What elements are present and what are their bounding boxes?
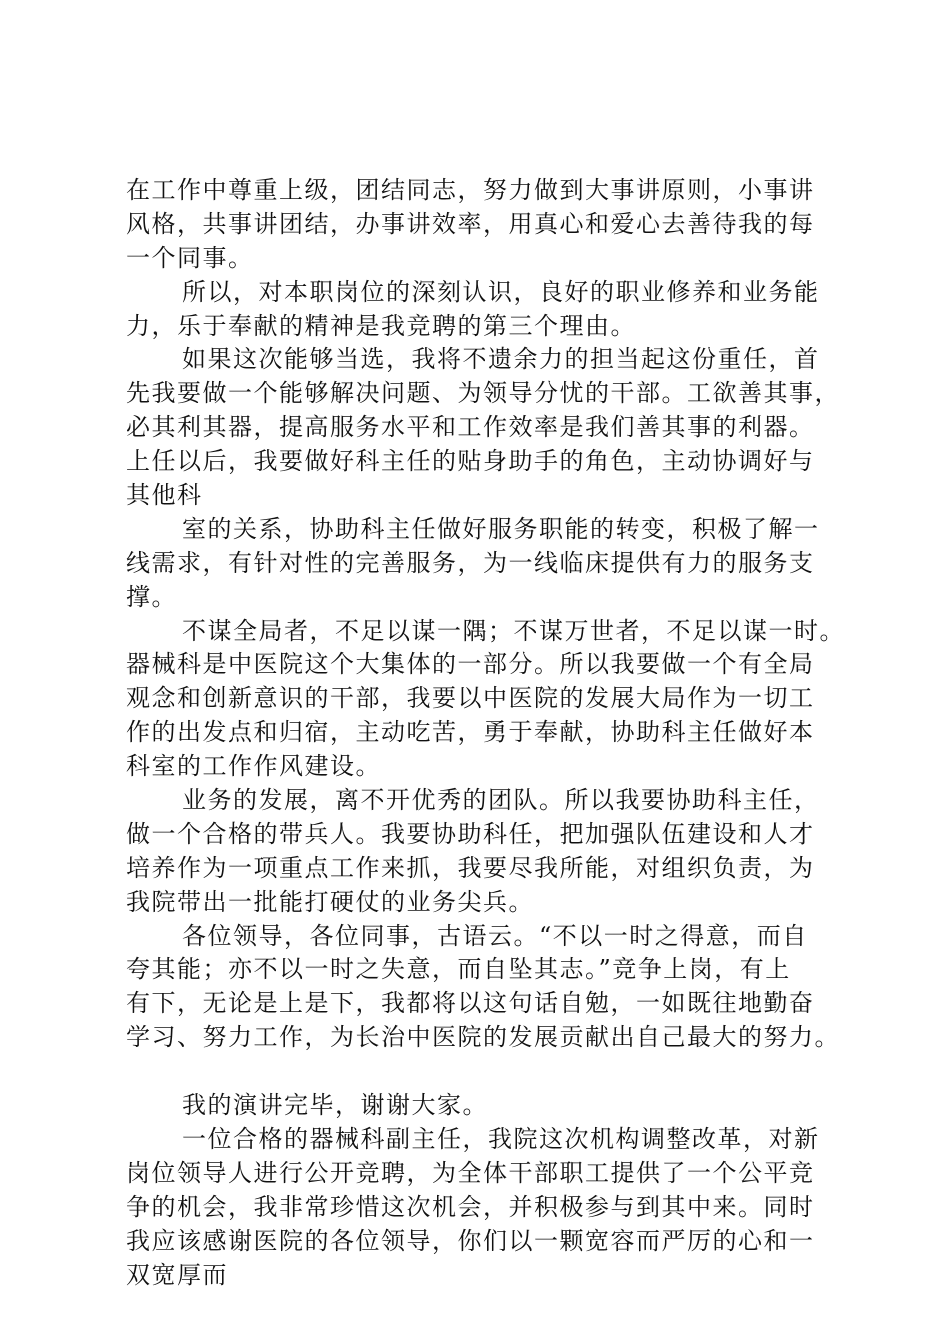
text-line: 有下，无论是上是下，我都将以这句话自勉，一如既往地勤奋 bbox=[126, 989, 815, 1018]
paragraph-start-line: 所以，对本职岗位的深刻认识，良好的职业修养和业务能 bbox=[182, 277, 820, 306]
paragraph-gap bbox=[126, 1055, 832, 1089]
text-line: 撑。 bbox=[126, 582, 177, 611]
paragraph-start-line: 我的演讲完毕，谢谢大家。 bbox=[182, 1091, 488, 1120]
paragraph-start-line: 如果这次能够当选，我将不遗余力的担当起这份重任，首 bbox=[182, 345, 820, 374]
paragraph-start-line: 各位领导，各位同事，古语云。“不以一时之得意，而自 bbox=[182, 921, 808, 950]
text-line: 学习、努力工作，为长治中医院的发展贡献出自己最大的努力。 bbox=[126, 1023, 840, 1052]
text-line: 我应该感谢医院的各位领导，你们以一颗宽容而严厉的心和一 bbox=[126, 1226, 815, 1255]
text-line: 必其利其器，提高服务水平和工作效率是我们善其事的利器。 bbox=[126, 413, 815, 442]
text-line: 上任以后，我要做好科主任的贴身助手的角色，主动协调好与 bbox=[126, 447, 815, 476]
text-line: 力，乐于奉献的精神是我竞聘的第三个理由。 bbox=[126, 311, 636, 340]
paragraph-start-line: 室的关系，协助科主任做好服务职能的转变，积极了解一 bbox=[182, 514, 820, 543]
text-line: 器械科是中医院这个大集体的一部分。所以我要做一个有全局 bbox=[126, 650, 815, 679]
text-line: 线需求，有针对性的完善服务，为一线临床提供有力的服务支 bbox=[126, 548, 815, 577]
paragraph-start-line: 一位合格的器械科副主任，我院这次机构调整改革，对新 bbox=[182, 1125, 820, 1154]
paragraph-start-line: 业务的发展，离不开优秀的团队。所以我要协助科主任， bbox=[182, 786, 820, 815]
text-line: 风格，共事讲团结，办事讲效率，用真心和爱心去善待我的每 bbox=[126, 209, 815, 238]
document-body bbox=[126, 174, 845, 1293]
text-line: 岗位领导人进行公开竞聘，为全体干部职工提供了一个公平竞 bbox=[126, 1158, 815, 1187]
text-line: 我院带出一批能打硬仗的业务尖兵。 bbox=[126, 887, 534, 916]
paragraph-start-line: 不谋全局者，不足以谋一隅；不谋万世者，不足以谋一时。 bbox=[182, 616, 845, 645]
text-line: 争的机会，我非常珍惜这次机会，并积极参与到其中来。同时 bbox=[126, 1192, 815, 1221]
text-line: 观念和创新意识的干部，我要以中医院的发展大局作为一切工 bbox=[126, 684, 815, 713]
text-line: 做一个合格的带兵人。我要协助科任，把加强队伍建设和人才 bbox=[126, 819, 815, 848]
text-line: 先我要做一个能够解决问题、为领导分忧的干部。工欲善其事， bbox=[126, 379, 840, 408]
text-line: 作的出发点和归宿，主动吃苦，勇于奉献，协助科主任做好本 bbox=[126, 718, 815, 747]
text-line: 在工作中尊重上级，团结同志，努力做到大事讲原则，小事讲 bbox=[126, 176, 815, 204]
text-line: 夸其能；亦不以一时之失意，而自坠其志。”竞争上岗，有上 bbox=[126, 955, 791, 984]
text-line: 科室的工作作风建设。 bbox=[126, 752, 381, 781]
text-line: 一个同事。 bbox=[126, 243, 254, 272]
text-line: 双宽厚而 bbox=[126, 1260, 228, 1289]
text-line: 其他科 bbox=[126, 481, 203, 510]
text-line: 培养作为一项重点工作来抓，我要尽我所能，对组织负责，为 bbox=[126, 853, 815, 882]
